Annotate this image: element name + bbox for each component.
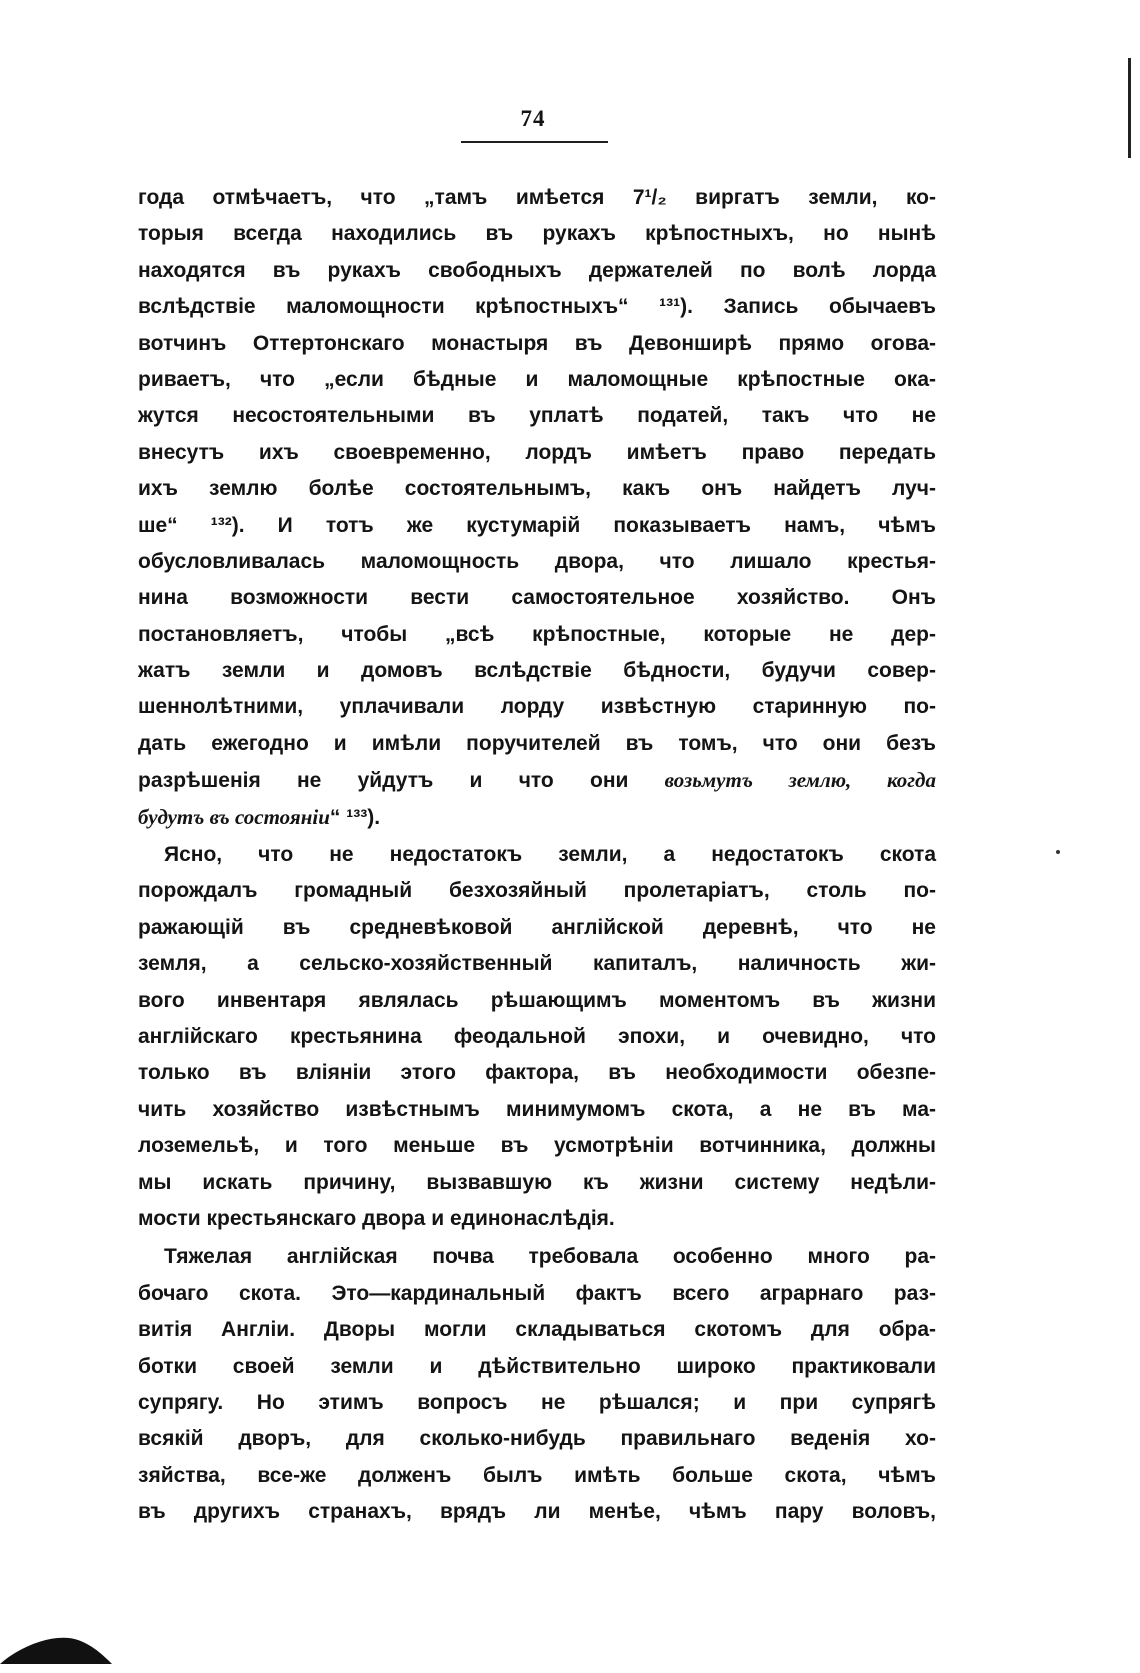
text-line: ражающій въ средневѣковой англійской деревнѣ, что не — [138, 915, 936, 939]
text-line: всякій дворъ, для сколько-нибудь правильнаго веденія хо- — [138, 1427, 936, 1451]
text-line: жутся несостоятельными въ уплатѣ податей, такъ что не — [138, 404, 936, 428]
line-text: “ ¹³³). — [329, 805, 381, 829]
text-line: торыя всегда находились въ рукахъ крѣпостныхъ, но нынѣ — [138, 222, 936, 246]
text-line: дать ежегодно и имѣли поручителей въ томъ, что они безъ — [138, 731, 936, 755]
emphasized-text: будутъ въ состояніи — [138, 804, 330, 829]
speck — [1056, 850, 1060, 854]
text-line: ихъ землю болѣе состоятельнымъ, какъ онъ найдетъ луч- — [138, 477, 936, 501]
text-line: шеннолѣтними, уплачивали лорду извѣстную старинную по- — [138, 695, 936, 719]
text-line: англійскаго крестьянина феодальной эпохи, и очевидно, что — [138, 1024, 936, 1048]
text-line: Ясно, что не недостатокъ земли, а недостатокъ скота — [164, 843, 936, 867]
text-line: мы искать причину, вызвавшую къ жизни систему недѣли- — [138, 1170, 936, 1194]
text-line: ше“ ¹³²). И тотъ же кустумарій показываетъ намъ, чѣмъ — [138, 513, 936, 537]
line-text: разрѣшенія не уйдутъ и что они — [138, 769, 665, 793]
page-number: 74 — [520, 106, 546, 131]
text-line — [138, 799, 936, 835]
emphasized-text: возьмутъ землю, когда — [664, 768, 936, 793]
text-line: вотчинъ Оттертонскаго монастыря въ Девонширѣ прямо огова- — [138, 331, 936, 355]
text-line: нина возможности вести самостоятельное хозяйство. Онъ — [138, 586, 936, 610]
text-line: находятся въ рукахъ свободныхъ держателей по волѣ лорда — [138, 258, 936, 282]
text-line: риваетъ, что „если бѣдные и маломощные крѣпостные ока- — [138, 367, 936, 391]
text-line: ботки своей земли и дѣйствительно широко практиковали — [138, 1354, 936, 1378]
text-line: мости крестьянскаго двора и единонаслѣдія. — [138, 1206, 615, 1230]
page-number-rule — [461, 141, 608, 143]
text-line: въ другихъ странахъ, врядъ ли менѣе, чѣмъ пару воловъ, — [138, 1500, 936, 1524]
margin-bar — [1128, 58, 1131, 158]
text-line: земля, а сельско-хозяйственный капиталъ, наличность жи- — [138, 952, 936, 976]
text-line: внесутъ ихъ своевременно, лордъ имѣетъ право передать — [138, 440, 936, 464]
text-line: вслѣдствіе маломощности крѣпостныхъ“ ¹³¹). Запись обычаевъ — [138, 295, 936, 319]
text-line: бочаго скота. Это—кардинальный фактъ всего аграрнаго раз- — [138, 1281, 936, 1305]
text-line — [138, 762, 936, 798]
text-line: супрягу. Но этимъ вопросъ не рѣшался; и при супрягѣ — [138, 1390, 936, 1414]
text-line: лоземельѣ, и того меньше въ усмотрѣніи вотчинника, должны — [138, 1134, 936, 1158]
paragraph — [138, 1239, 936, 1530]
text-line: только въ вліяніи этого фактора, въ необходимости обезпе- — [138, 1061, 936, 1085]
text-line: вого инвентаря являлась рѣшающимъ моментомъ въ жизни — [138, 988, 936, 1012]
text-line: витія Англіи. Дворы могли складываться скотомъ для обра- — [138, 1318, 936, 1342]
text-line: чить хозяйство извѣстнымъ минимумомъ скота, а не въ ма- — [138, 1097, 936, 1121]
text-line: жатъ земли и домовъ вслѣдствіе бѣдности, будучи совер- — [138, 659, 936, 683]
paragraph — [138, 180, 936, 835]
text-line: зяйства, все-же долженъ былъ имѣть больше скота, чѣмъ — [138, 1463, 936, 1487]
text-line: постановляетъ, чтобы „всѣ крѣпостные, которые не дер- — [138, 622, 936, 646]
text-line: Тяжелая англійская почва требовала особенно много ра- — [164, 1245, 936, 1269]
paragraph — [138, 837, 936, 1237]
text-line: порождалъ громадный безхозяйный пролетаріатъ, столь по- — [138, 879, 936, 903]
text-body — [138, 180, 936, 1530]
scan-artifact-shape — [0, 1626, 120, 1666]
text-line: года отмѣчаетъ, что „тамъ имѣется 7¹/₂ виргатъ земли, ко- — [138, 186, 936, 209]
text-line: обусловливалась маломощность двора, что лишало крестья- — [138, 549, 936, 573]
